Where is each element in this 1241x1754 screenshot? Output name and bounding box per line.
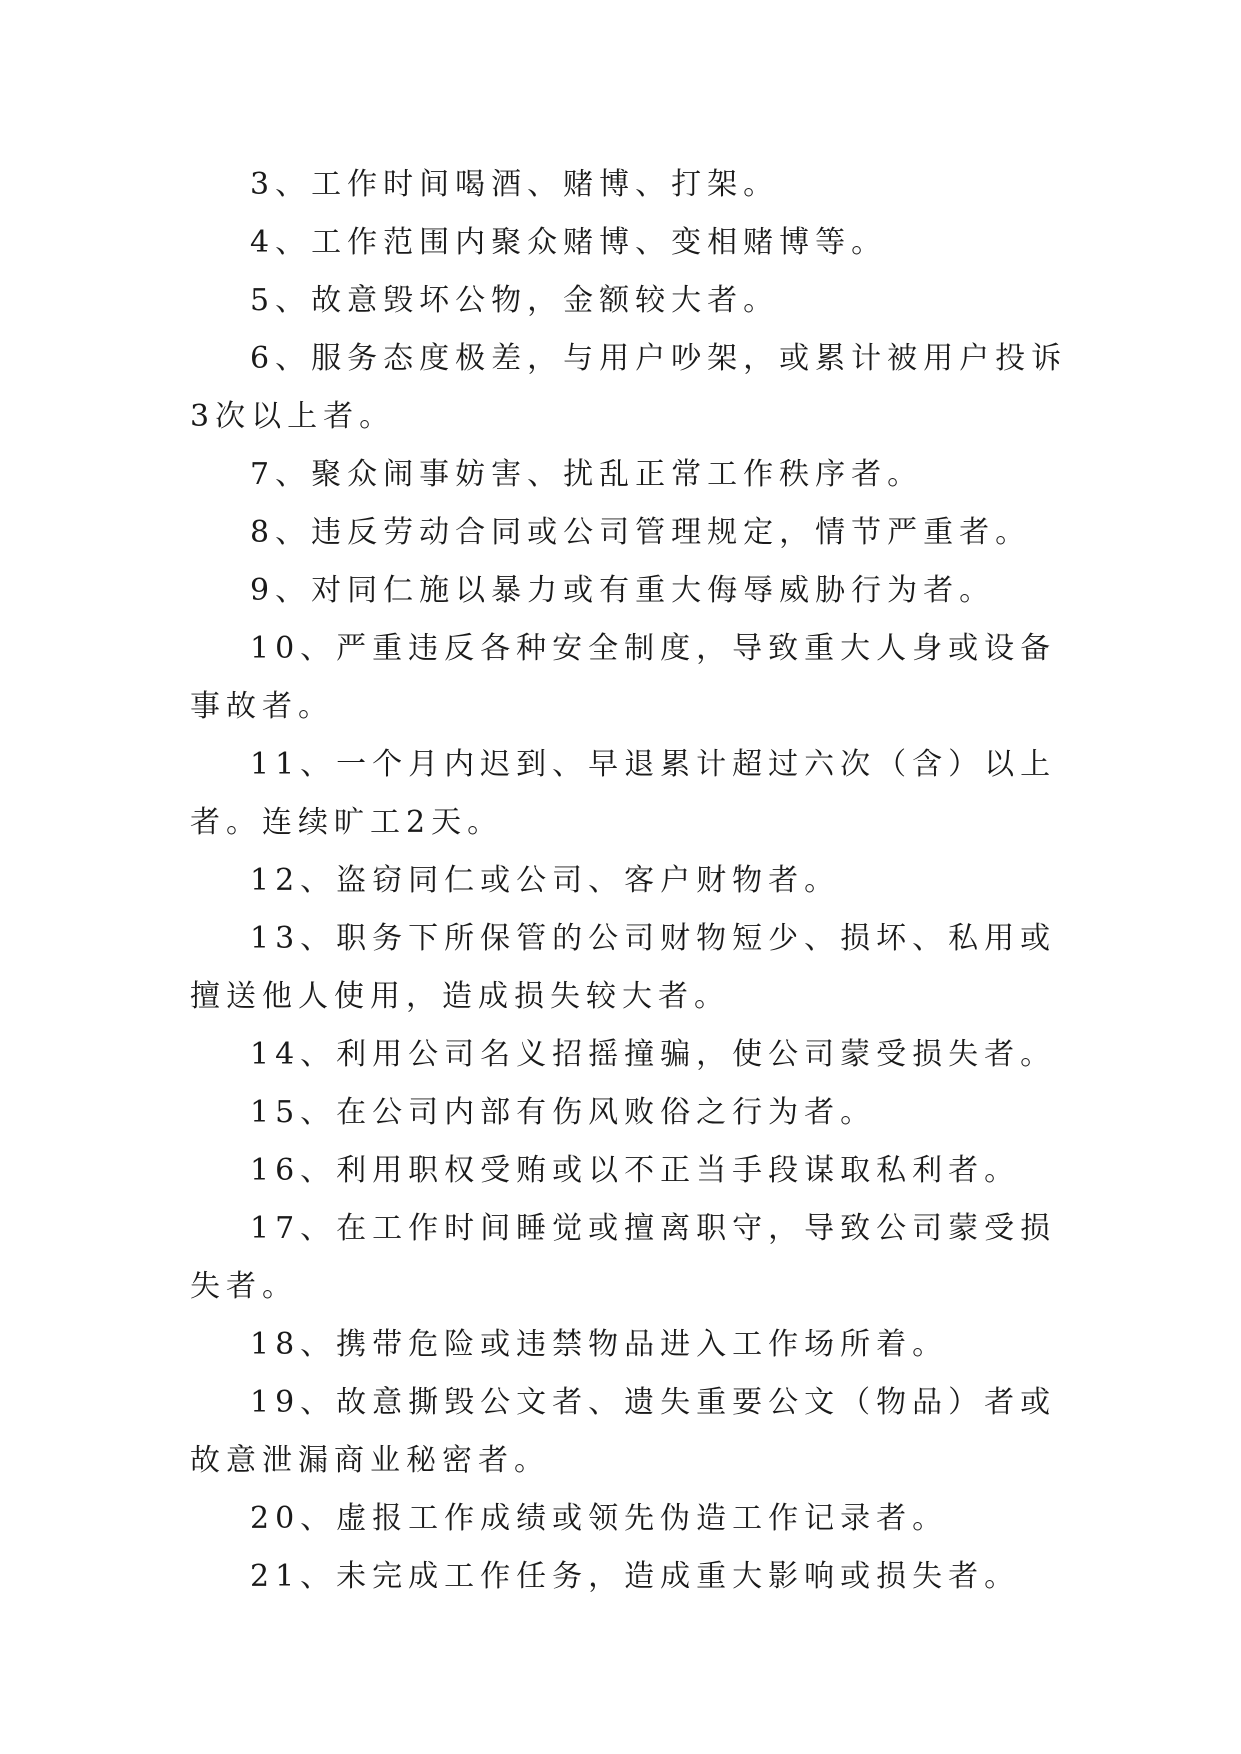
paragraph-item: 12、盗窃同仁或公司、客户财物者。 [250,863,841,898]
paragraph-item: 21、未完成工作任务，造成重大影响或损失者。 [250,1559,1021,1594]
paragraph-item: 5、故意毁坏公物，金额较大者。 [250,283,780,318]
paragraph-item: 16、利用职权受贿或以不正当手段谋取私利者。 [250,1153,1021,1188]
paragraph-item: 4、工作范围内聚众赌博、变相赌博等。 [250,225,888,260]
paragraph-item: 17、在工作时间睡觉或擅离职守，导致公司蒙受损失者。 [190,1211,1057,1304]
paragraph-item: 18、携带危险或违禁物品进入工作场所着。 [250,1327,949,1362]
paragraph-item: 10、严重违反各种安全制度，导致重大人身或设备事故者。 [190,631,1057,724]
paragraph-item: 8、违反劳动合同或公司管理规定，情节严重者。 [250,515,1032,550]
paragraph-item: 15、在公司内部有伤风败俗之行为者。 [250,1095,877,1130]
paragraph-item: 9、对同仁施以暴力或有重大侮辱威胁行为者。 [250,573,996,608]
paragraph-item: 13、职务下所保管的公司财物短少、损坏、私用或擅送他人使用，造成损失较大者。 [190,921,1057,1014]
paragraph-item: 3、工作时间喝酒、赌博、打架。 [250,167,780,202]
paragraph-item: 6、服务态度极差，与用户吵架，或累计被用户投诉3次以上者。 [190,341,1068,434]
paragraph-item: 7、聚众闹事妨害、扰乱正常工作秩序者。 [250,457,924,492]
paragraph-item: 20、虚报工作成绩或领先伪造工作记录者。 [250,1501,949,1536]
paragraph-item: 19、故意撕毁公文者、遗失重要公文（物品）者或故意泄漏商业秘密者。 [190,1385,1057,1478]
paragraph-item: 11、一个月内迟到、早退累计超过六次（含）以上者。连续旷工2天。 [190,747,1057,840]
document-body [190,156,1070,1606]
paragraph-item: 14、利用公司名义招摇撞骗，使公司蒙受损失者。 [250,1037,1057,1072]
